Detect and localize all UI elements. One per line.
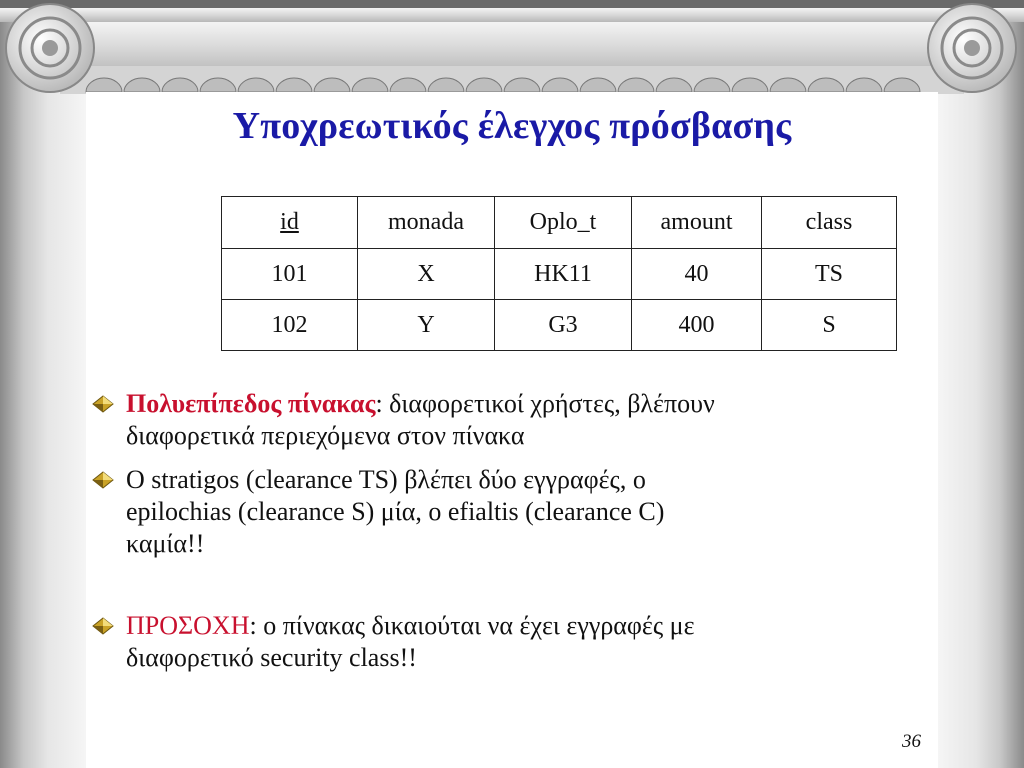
table-row bbox=[222, 300, 897, 351]
table-cell: 102 bbox=[222, 300, 358, 351]
header-cell: Oplo_t bbox=[495, 197, 632, 249]
header-id: id bbox=[280, 209, 299, 235]
bullet-line bbox=[126, 388, 916, 420]
slide-title: Υποχρεωτικός έλεγχος πρόσβασης bbox=[232, 105, 792, 147]
table-cell: S bbox=[762, 300, 897, 351]
table-cell: G3 bbox=[495, 300, 632, 351]
bullet-line: διαφορετικό security class!! bbox=[126, 643, 417, 672]
header-cell: amount bbox=[632, 197, 762, 249]
table-cell: X bbox=[358, 249, 495, 300]
bullet-text bbox=[126, 388, 916, 452]
bullet-line bbox=[126, 610, 916, 642]
bullet-line-text: : ο πίνακας δικαιούται να έχει εγγραφές με bbox=[249, 611, 695, 640]
bullet-line: καμία!! bbox=[126, 529, 205, 558]
bullet-line: O stratigos (clearance TS) βλέπει δύο εγγραφές, ο bbox=[126, 465, 646, 494]
table-row bbox=[222, 249, 897, 300]
bullet-line: διαφορετικά περιεχόμενα στον πίνακα bbox=[126, 421, 525, 450]
header-cell: class bbox=[762, 197, 897, 249]
records-table bbox=[221, 196, 897, 351]
left-volute-icon bbox=[6, 4, 94, 92]
diamond-bullet-icon bbox=[92, 395, 114, 413]
table-cell: TS bbox=[762, 249, 897, 300]
ionic-capital-decoration bbox=[0, 0, 1024, 96]
page-number: 36 bbox=[902, 731, 921, 752]
diamond-bullet-icon bbox=[92, 471, 114, 489]
header-cell bbox=[222, 197, 358, 249]
bullet-line-text: : διαφορετικοί χρήστες, βλέπουν bbox=[375, 389, 715, 418]
table-header-row bbox=[222, 197, 897, 249]
right-volute-icon bbox=[928, 4, 1016, 92]
diamond-bullet-icon bbox=[92, 617, 114, 635]
bullet-text bbox=[126, 610, 916, 674]
highlight-term: ΠΡΟΣΟΧΗ bbox=[126, 611, 250, 640]
table-cell: 101 bbox=[222, 249, 358, 300]
table-cell: 400 bbox=[632, 300, 762, 351]
highlight-term: Πολυεπίπεδος πίνακας bbox=[126, 389, 376, 418]
table-cell: 40 bbox=[632, 249, 762, 300]
table-cell: HK11 bbox=[495, 249, 632, 300]
bullet-line: epilochias (clearance S) μία, ο efialtis (clearance C) bbox=[126, 497, 665, 526]
header-cell: monada bbox=[358, 197, 495, 249]
bullet-text bbox=[126, 464, 916, 560]
table-cell: Y bbox=[358, 300, 495, 351]
